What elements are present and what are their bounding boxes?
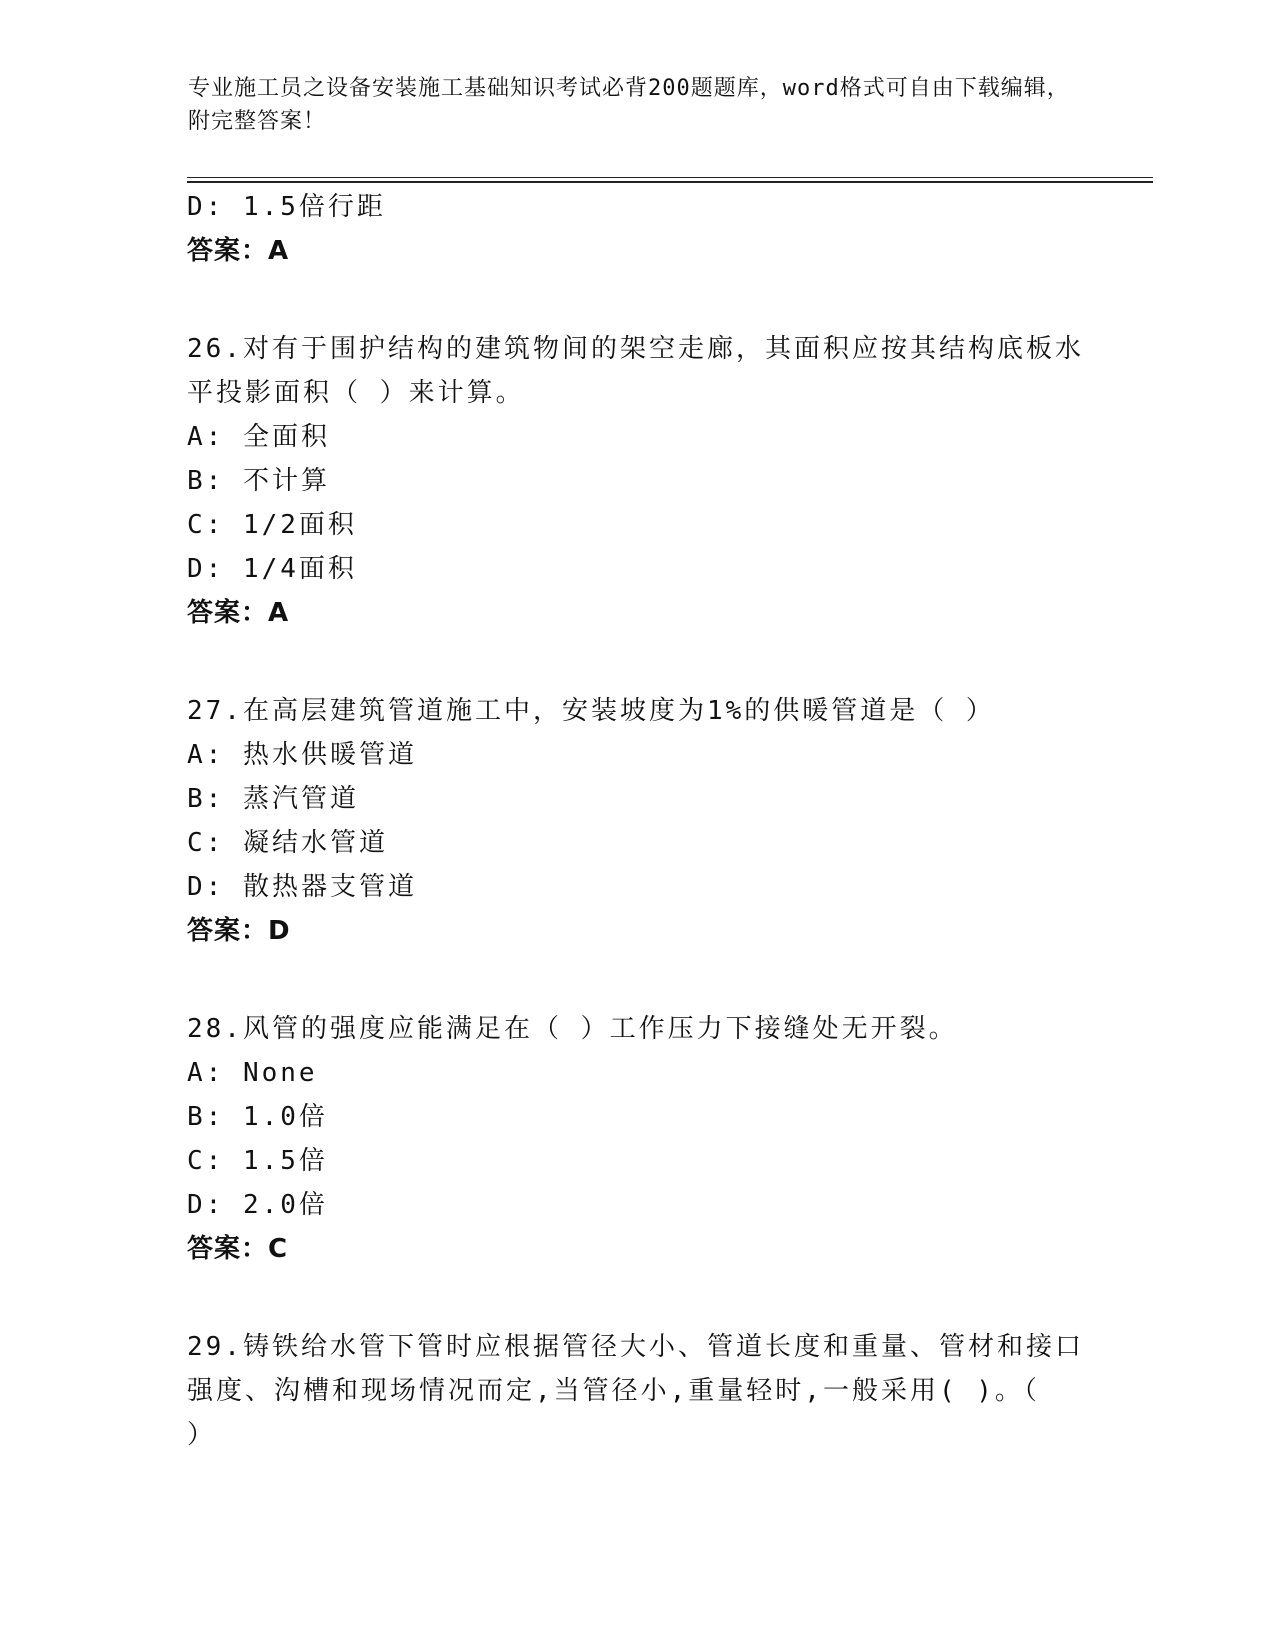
q25-option-d: D: 1.5倍行距 (187, 192, 386, 222)
q28-option-b: B: 1.0倍 (187, 1102, 328, 1132)
q28-option-c: C: 1.5倍 (187, 1146, 328, 1176)
q27-answer: 答案：D (187, 916, 291, 946)
q28-answer: 答案：C (187, 1234, 289, 1264)
header-divider-thick (187, 181, 1153, 183)
q29-question-line2: 强度、沟槽和现场情况而定,当管径小,重量轻时,一般采用( )。（ (187, 1376, 1040, 1406)
q29-question-line1: 29.铸铁给水管下管时应根据管径大小、管道长度和重量、管材和接口 (187, 1332, 1084, 1362)
q27-option-b: B: 蒸汽管道 (187, 784, 359, 814)
document-header: 专业施工员之设备安装施工基础知识考试必背200题题库，word格式可自由下载编辑，附完整答案！ (188, 76, 1070, 134)
q26-option-b: B: 不计算 (187, 466, 330, 496)
q28-question-line1: 28.风管的强度应能满足在（ ）工作压力下接缝处无开裂。 (187, 1014, 958, 1044)
q26-answer: 答案：A (187, 598, 290, 628)
q26-question-line1: 26.对有于围护结构的建筑物间的架空走廊，其面积应按其结构底板水 (187, 334, 1084, 364)
q27-option-a: A: 热水供暖管道 (187, 740, 417, 770)
q25-answer: 答案：A (187, 236, 290, 266)
q26-option-c: C: 1/2面积 (187, 510, 357, 540)
q28-option-d: D: 2.0倍 (187, 1190, 328, 1220)
q26-question-line2: 平投影面积（ ）来计算。 (187, 378, 525, 408)
q29-question-line3: ） (187, 1420, 217, 1450)
q26-option-d: D: 1/4面积 (187, 554, 357, 584)
q27-option-d: D: 散热器支管道 (187, 872, 417, 902)
q27-option-c: C: 凝结水管道 (187, 828, 388, 858)
q28-option-a: A: None (187, 1058, 318, 1088)
q26-option-a: A: 全面积 (187, 422, 330, 452)
q27-question-line1: 27.在高层建筑管道施工中，安装坡度为1%的供暖管道是（ ） (187, 696, 995, 726)
header-divider-thin (187, 177, 1153, 178)
